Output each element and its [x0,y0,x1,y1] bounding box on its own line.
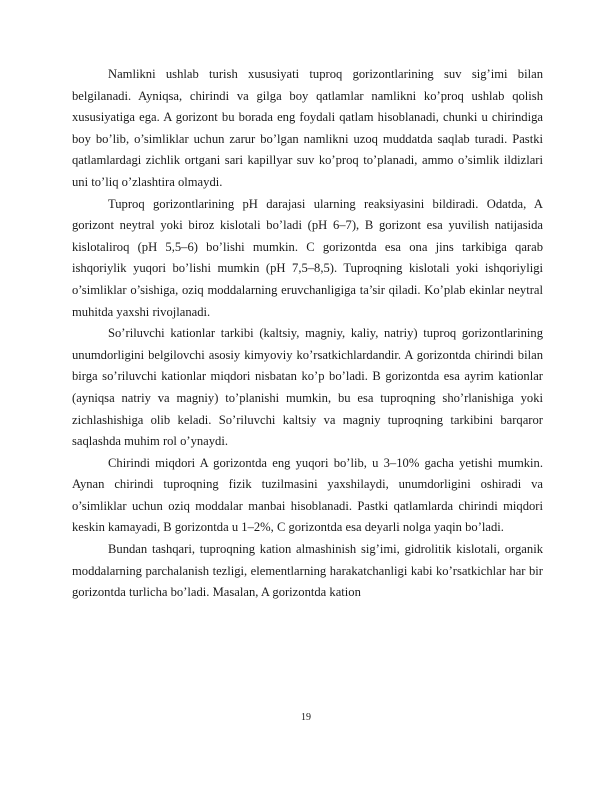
paragraph-water-retention: Namlikni ushlab turish xususiyati tuproq gorizontlarining suv sig’imi bilan belgilanadi. Ayniqsa, chirindi va gilga boy qatlamlar namlikni ko’proq ushlab qolish xususiyatiga ega. A gorizont bu borada eng foydali qatlam hisoblanadi, chunki u chirindiga boy bo’lib, o’simliklar uchun zarur bo’lgan namlikni uzoq muddatda saqlab turadi. Pastki qatlamlardagi zichlik ortgani sari kapillyar suv ko’proq to’planadi, ammo o’simlik ildizlari uni to’liq o’zlashtira olmaydi. [72,67,543,189]
paragraph-ph-level: Tuproq gorizontlarining pH darajasi ularning reaksiyasini bildiradi. Odatda, A gorizont neytral yoki biroz kislotali bo’ladi (pH 6–7), B gorizont esa yuvilish natijasida kislotaliroq (pH 5,5–6) bo’lishi mumkin. C gorizontda esa ona jins tarkibiga qarab ishqoriylik yuqori bo’lishi mumkin (pH 7,5–8,5). Tuproqning kislotali yoki ishqoriyligi o’simliklar o’sishiga, oziq moddalarning eruvchanligiga ta’sir qiladi. Ko’plab ekinlar neytral muhitda yaxshi rivojlanadi. [72,196,543,319]
paragraph-additional-indicators: Bundan tashqari, tuproqning kation almashinish sig’imi, gidrolitik kislotali, organik moddalarning parchalanish tezligi, elementlarning harakatchanligi kabi ko’rsatkichlar har bir gorizontda turlicha bo’ladi. Masalan, A gorizontda kation [72,542,543,600]
paragraph-humus-content: Chirindi miqdori A gorizontda eng yuqori bo’lib, u 3–10% gacha yetishi mumkin. Aynan chirindi tuproqning fizik tuzilmasini yaxshilaydi, unumdorligini oshiradi va o’simliklar uchun oziq moddalar manbai hisoblanadi. Pastki qatlamlarda chirindi miqdori keskin kamayadi, B gorizontda u 1–2%, C gorizontda esa deyarli nolga yaqin bo’ladi. [72,455,543,535]
body-text [72,64,543,604]
paragraph-exchangeable-cations: So’riluvchi kationlar tarkibi (kaltsiy, magniy, kaliy, natriy) tuproq gorizontlarining unumdorligini belgilovchi asosiy kimyoviy ko’rsatkichlardandir. A gorizontda chirindi bilan birga so’riluvchi kationlar miqdori nisbatan ko’p bo’ladi. B gorizontda esa ayrim kationlar (ayniqsa natriy va magniy) to’planishi mumkin, bu esa tuproqning sho’rlanishiga yoki zichlashishiga olib keladi. So’riluvchi kaltsiy va magniy tuproqning tarkibini barqaror saqlashda muhim rol o’ynaydi. [72,326,543,449]
page-number: 19 [301,712,311,723]
